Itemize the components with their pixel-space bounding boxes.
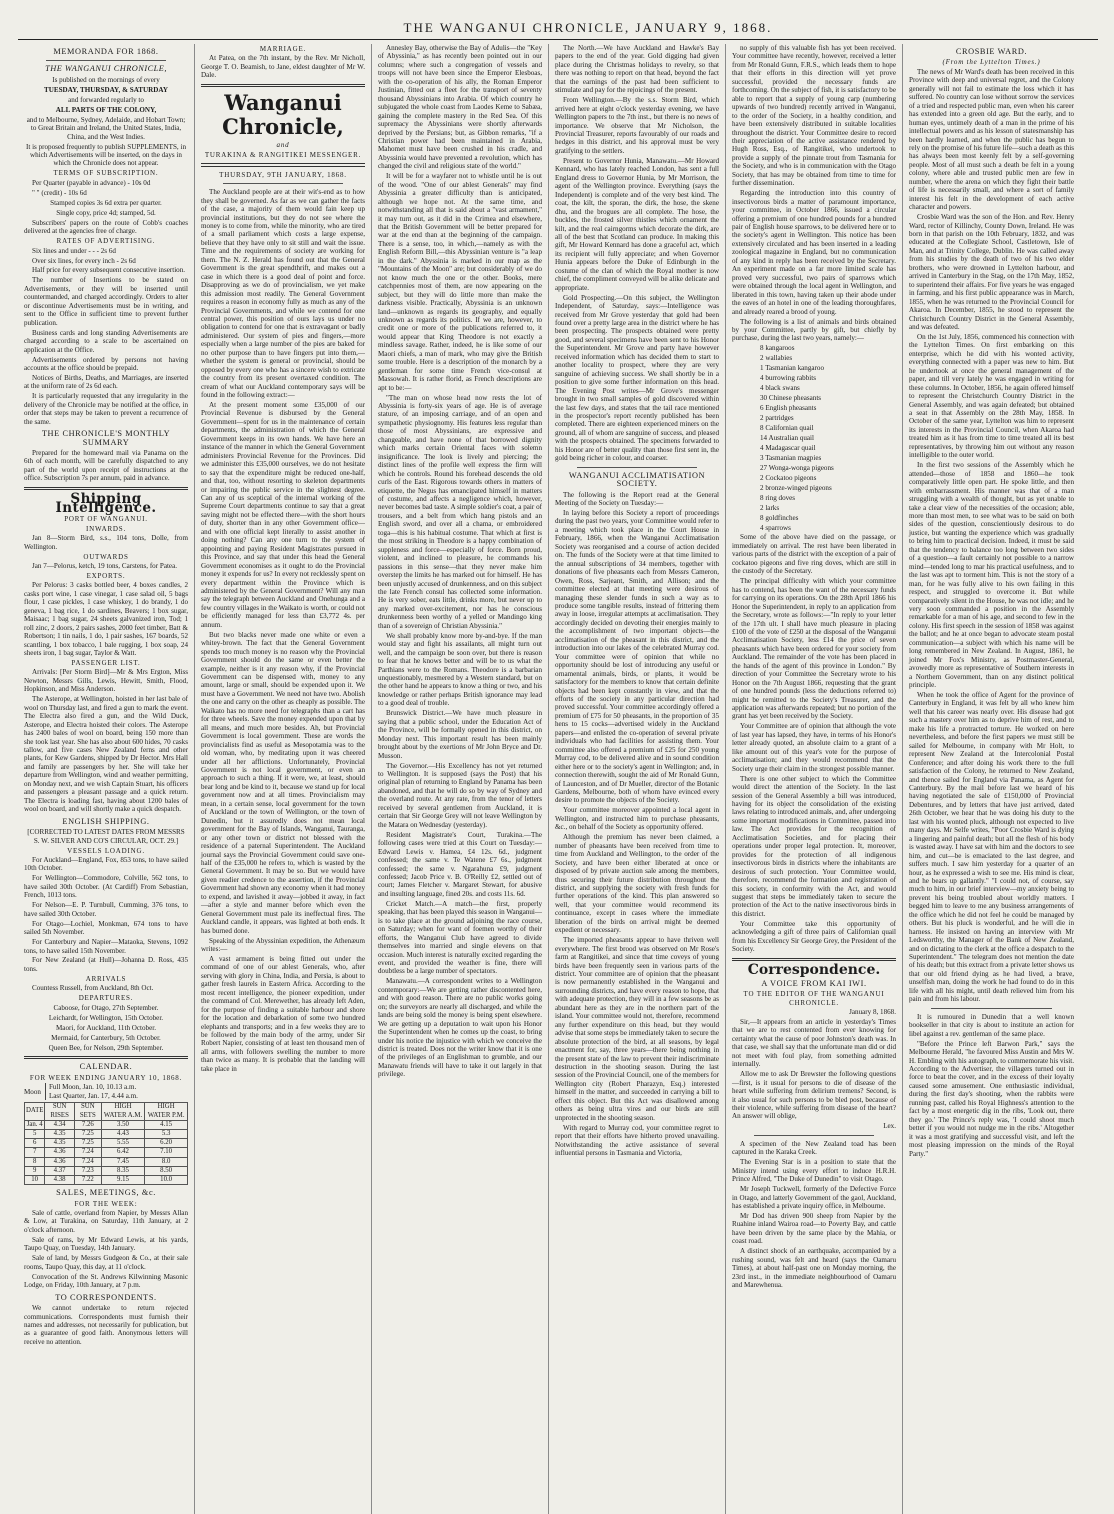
vessels-heading: VESSELS LOADING. [67,846,145,855]
english-shipping-sub: [CORRECTED TO LATEST DATES FROM MESSRS S. W. SILVER AND CO'S CIRCULAR, OCT. 29.] [27,828,185,845]
moon-label: Moon [24,1087,41,1096]
tide-header: DATE [25,1103,45,1120]
tide-header: HIGH WATER P.M. [145,1103,188,1120]
terms-heading: TERMS OF SUBSCRIPTION. [53,169,159,178]
departures-heading: DEPARTURES. [78,994,134,1003]
column-3 [372,44,549,1514]
article-paragraph: The following is a list of animals and birds obtained by your Committee, partly by gift, but chiefly by purchase, during the last two years, namely:— [732,317,896,343]
letter-paragraph: Sir,—It appears from an article in yesterday's Times that we are to rest contented from ever knowing for certainty what the cause of poor Johnston's death was. In that case, we shall say that the unfortunate man did or did not meet with foul play, from something admitted internally. [732,1017,896,1069]
irregularity-text: It is particularly requested that any irregularity in the delivery of the Chronicle may be notified at the office, in order that steps may be taken to prevent a recurrence of the same. [24,392,188,426]
arrivals-text: Countess Russell, from Auckland, 8th Oct. [32,984,154,993]
crosbie-source: (From the Lyttelton Times.) [942,58,1041,67]
article-paragraph: Present to Governor Hunia, Manawatu.—Mr Howard Kennard, who has lately reached London, has sent a full England dress to Governor Hunia, by Mr Morrison, the agent of the Wellington province. Everything (says the Independent) is complete and of the very best kind. The coat, the kilt, the sporan, the dirk, the hose, the skene dhu, and the brogues are all complete. The hose, the buckles, the frosted silver thistles which ornament the kilt, and the real cairngorms which decorate the dirk, are all of the best that Scotland can produce. In making this gift, Mr Howard Kennard has done a graceful act, which its recipient will fully appreciate; and when Governor Hunia appears before the Duke of Edinburgh in the costume of the clan of which the Royal mother is now chief, the compliment conveyed will be alike delicate and appropriate. [555,156,719,292]
tide-cell: 7.45 [101,1157,145,1166]
tide-cell: 5 [25,1129,45,1138]
tide-table-body [25,1120,188,1184]
correspondents-text: We cannot undertake to return rejected communications. Correspondents must furnish their names and addresses, not necessarily for publication, but as a guarantee of good faith. Anonymous letters will receive no attention. [24,1304,188,1346]
departure-entry: Caboose, for Otago, 27th September. [53,1003,159,1012]
animal-list-item: 27 Wonga-wonga pigeons [760,463,834,472]
issue-date: THURSDAY, 9TH JANUARY, 1868. [219,170,347,179]
exports-text: Per Pelorus: 3 casks bottled beer, 4 boxes candles, 2 casks port wine, 1 case vinegar, 1 case salad oil, 5 bags flour, 1 case pickles, 1 case whiskey, 1 do brandy, 1 do geneva, 1 bag rice, 1 do sardines, Beavers; 1 box sugar, Maisaac; 1 bag sugar, 24 sheets galvanized iron, Tod; 1 roll zinc, 2 doors, 2 pairs sashes, 2000 feet timber, Batt & Robertson; 1 tin nails, 1 do, 1 pair sashes, 167 boards, 52 scantling, 1 box tobacco, 1 bale rugging, 1 box soap, 24 sheets iron, 1 bag sugar, Taylor & Watt. [24,581,188,658]
tide-row [25,1148,188,1157]
tide-cell: Jan. 4 [25,1120,45,1129]
tide-table [24,1102,188,1185]
article-paragraph: We shall probably know more by-and-bye. If the man would stay and fight his assailants, all might turn out well, and the campaign be soon over, but there is reason to fear that he knows better and will be to us what the Parthians were to the Romans. Theodore is a barbarian unquestionably, mesmered by a Western standard, but on the other hand he appears to know a thing or two, and his knowledge or rather perhaps British ignorance may lead to a good deal of trouble. [378,631,542,708]
columns [18,44,1098,1514]
tide-cell: 3.50 [101,1120,145,1129]
marriage-text: At Patea, on the 7th instant, by the Rev. Mr Nicholl, George T. O. Beamish, to Jane, eldest daughter of Mr W. Dale. [201,54,365,80]
insertions-text: The number of Insertions to be stated on Advertisements, or they will be inserted until countermanded, and charged accordingly. Orders to alter or discontinue Advertisements must be in writing, and sent to the Office in sufficient time to prevent further publication. [24,276,188,327]
vessel-entry: For Auckland—England, Fox, 853 tons, to have sailed 10th October. [24,855,188,873]
animal-list-item: 8 ring doves [760,493,796,502]
article-paragraph: When he took the office of Agent for the province of Canterbury in England, it was felt by all who knew him well that his career was nearly over. His disease had got such a mastery over him as to deprive him of rest, and to make his life a protracted torture. He worked on here nevertheless, and before the first papers we must still be sailed for Melbourne, in company with Mr Holt, to represent New Zealand at the Intercolonial Postal Conference; and after doing his work there to the full satisfaction of the Colony, he returned to New Zealand, and thence sailed for England via Panama, as Agent for Canterbury. By the mail before last we heard of his having negotiated the sale of £150,000 of Provincial Debentures, and by letters that have just arrived, dated 26th October, we hear that he was doing his duty to the last with his wonted pluck, although not expected to live many days. Mr Selfe writes, "Poor Crosbie Ward is dying a lingering and painful death; but all the flesh of his body is wasted away. I have sat with him and the doctors to see him, and cut—be is emaciated to the last degree, and suffers much. I saw him yesterday for a quarter of an hour, as he expressed a wish to see me. His mind is clear, and he bears up gallantly." "I could not, of course, say much to him, in our brief interview—my anxiety being to prevent his being troubled about worldly matters. I begged him to leave to me any business arrangements of the office which he did not feel he could be managed by others. But his pluck is wonderful, and he will die in harness. He insisted on having an interview with Mr Ledsworthy, the Manager of the Bank of New Zealand, and on dictating to the clerk at the office a despatch to the Superintendent." The telegram does not mention the date of his death; but this extract from a private letter shows us that our old friend dying as he had lived, a brave, unselfish man, doing the work he had found to do in this life with all his might, until death relieved him from his pain and from his labour. [909,690,1074,1004]
animal-list-item: 8 kangaroos [760,344,795,353]
society-paragraph: Although the premium has never been claimed, a number of pheasants have been received from time to time from Auckland and Wellington, to the order of the Society, and have been either liberated at once or disposed of by private auction sale among the members, thus securing their future distribution throughout the district, and supplying the society with fresh funds for further operations of the kind. This plan answered so well, that your committee would recommend its continuance, except in cases where the immediate liberation of the birds on arrival might be deemed expedient or necessary. [555,833,719,935]
tide-cell: 7.25 [74,1139,101,1148]
article-paragraph: There is one other subject to which the Committee would direct the attention of the Society. In the last session of the General Assembly a bill was introduced, having for its object the consolidation of the existing laws relating to introduced animals, and, after undergoing some important modifications in Committee, passed into law. The Act provides for the recognition of Acclimatisation Societies, and for placing their operations under proper legal protection. It, moreover, provides for the protection of all indigenous insectivorous birds in districts where the inhabitants are desirous of such protection. Your Committee would, therefore, recommend the formation and registration of this society, in conformity with the Act, and would suggest that steps be immediately taken to secure the protection of the Act to the native insectivorous birds in this district. [732,774,896,918]
tide-cell: 6 [25,1139,45,1148]
column-2 [195,44,372,1514]
divider [223,183,343,184]
article-paragraph: From Wellington.—By the s.s. Storm Bird, which arrived here at eight o'clock yesterday evening, we have Wellington papers to the 7th inst., but there is no news of importance. We observe that Mr Nicholson, the Provincial Treasurer, reports favourably of our roads and hedges in this district, and his approval must be very gratifying to the settlers. [555,96,719,155]
passengers-text: Arrivals: [Per Storm Bird]—Mr & Mrs Ergton, Miss Newton, Messrs Gills, Lewis, Hewitt, Smith, Flood, Hopkinson, and Miss Anderson. [24,668,188,694]
departure-entry: Maori, for Auckland, 11th October. [55,1023,156,1032]
tide-cell: 10.0 [145,1175,188,1184]
tide-cell: 5.55 [101,1139,145,1148]
tide-row [25,1175,188,1184]
tide-header: HIGH WATER A.M. [101,1103,145,1120]
tide-cell: 4.36 [45,1148,75,1157]
tide-cell: 8.35 [101,1166,145,1175]
animal-list-item: 4 burrowing rabbits [760,374,816,383]
animal-list-item: 8 goldfinches [760,513,799,522]
rates-line: Six lines and under - - - 2s 6d [32,246,116,255]
news-item: A specimen of the New Zealand toad has been captured in the Karaka Creek. [732,1139,896,1157]
marriage-heading: MARRIAGE. [259,45,307,53]
paper-subtitle: TURAKINA & RANGITIKEI MESSENGER. [204,150,362,159]
news-item: Mr Dod has driven 900 sheep from Napier by the Ruahine inland Wairoa road—to Poverty Bay, and cattle have been driven by the same place by the Mahia, or coast road. [732,1211,896,1246]
inwards-text: Jan 8—Storm Bird, s.s., 104 tons, Dolle, from Wellington. [24,534,188,551]
animal-list-item: 6 English pheasants [760,404,817,413]
editorial-paragraph: The Auckland people are at their wit's-end as to how they shall be governed. As far as we can gather the facts of the case, a majority of them would fain keep up provincial institutions, but they do not see where the money is to come from, while the minority, who are tired of a small parliament which costs a large expense, believe that they have only to sit still and wait the issue. Time and the requirements of society are working for them. The N. Z. Herald has found out that the General Government is the great spendthrift, and makes out a case in which there is a good deal of point and force. Disapproving as we do of provincialism, we yet make this admission most readily. The General Government requires a reason in economy fully as much as any of the Provincial Governments, and while we contend for one central power, this position of ours lays us under no obligation to contend for one that is extravagant or badly administered. Our system of pies and fingers,—more especially when a large number of the pies are baked for no other purpose than to have fingers put into them,—whether the system is general or provincial, should be opposed by every one who has a sincere wish to extricate the country from its present overtaxed condition. The cream of what our Auckland contemporary says will be found in the following extract:— [201,188,365,400]
exports-heading: EXPORTS. [86,571,126,580]
article-paragraph: no supply of this valuable fish has yet been received. Your committee have recently, however, received a letter from Mr Ronald Gunn, F.R.S., which leads them to hope that their efforts in this direction will yet prove successful, provided the necessary funds are forthcoming. On the subject of fish, it is satisfactory to be able to report that a supply of young carp (numbering upwards of two hundred) recently arrived in Wanganui, to the order of the Society, in a healthy condition, and have been extensively distributed in suitable localities throughout the district. Your Committee desire to record their appreciation of the active assistance rendered by Hugh Ross, Esq., of Rangitikei, who undertook to provide a supply of the pinnate trout from Tasmania for the Society, and who is in communication with the Otago Society, that has may be obtained from time to time for further dissemination. [732,44,896,188]
animal-list-item: 30 Chinese pheasants [760,394,822,403]
tide-cell: 6.20 [145,1139,188,1148]
tide-cell: 8.50 [145,1166,188,1175]
advertisements-text: Advertisements ordered by persons not having accounts at the office should be prepaid. [24,355,188,372]
animal-list-item: 2 bronze-winged pigeons [760,483,832,492]
animal-list-item: 8 Californian quail [760,423,814,432]
intro-line: TUESDAY, THURSDAY, & SATURDAY [44,85,168,94]
sales-entry: Sale of rams, by Mr Edward Lewis, at his yards, Taupo Quay, on Tuesday, 14th January. [24,1235,188,1253]
article-paragraph: Resident Magistrate's Court, Turakina.—The following cases were tried at this Court on Tuesday:—Edward Lewis v. Hamea, £4 12s. 6d., judgment confessed; the same v. Te Watene £7 6s., judgment confessed; the same v. Ngarahuna £9, judgment confessed; Jacob Price v. B. O'Reilly £2, settled out of court; James Fletcher v. Margaret Stewart, for abusive and insulting language, fined 20s. and costs 11s. 6d. [378,830,542,898]
society-paragraph: Your committee moreover appointed a local agent in Wellington, and instructed him to purchase pheasants, &c., on behalf of the Society as opportunity offered. [555,806,719,832]
animal-list-item: 4 Madagascar quail [760,443,816,452]
intro-line: and to Melbourne, Sydney, Adelaide, and Hobart Town; to Great Britain and Ireland, the United States, India, China, and the West Indies. [26,115,186,141]
article-paragraph: The North.—We have Auckland and Hawke's Bay papers to the end of the year. Gold digging had given place during the Christmas holidays to revelry, so that there was nothing to report on that head, beyond the fact that the earnings of the past had been sufficient to stimulate and pay for the rejoicings of the present. [555,44,719,95]
vessel-entry: For Nelson—E. P. Turnbull, Cumming, 376 tons, to have sailed 30th October. [24,901,188,918]
article-paragraph: Crosbie Ward was the son of the Hon. and Rev. Henry Ward, rector of Killinchy, County Down, Ireland. He was born in that parish on the 10th February, 1832, and was educated at the Collegiate School, Castletown, Isle of Man, and at Trinity College, Dublin. He was called away from his studies by the death of two of his two elder brothers, who were drowned in Lyttelton harbour, and arrived in Canterbury in the Stag, on the 17th May, 1852, to superintend their affairs. For five years he was engaged in farming, and his first public appearance was in March, 1855, when he was returned to the Provincial Council for Akaroa. In December, 1855, he stood to represent the Christchurch Country District in the General Assembly, and was defeated. [909,213,1074,331]
animal-list-item: 4 sparrows [760,523,791,532]
tide-cell: 6.42 [101,1148,145,1157]
news-item: A distinct shock of an earthquake, accompanied by a rushing sound, was felt and heard (says the Oamaru Times), at about half-past one on Monday morning, the 23rd inst., in the immediate neighbourhood of Oamaru and Marewhenua. [732,1247,896,1290]
editorial-paragraph: Speaking of the Abyssinian expedition, the Athenæum writes:— [201,936,365,953]
tide-cell: 5.3 [145,1129,188,1138]
animal-list-item: 2 wallabies [760,354,793,363]
moon-lines [45,1083,188,1100]
rates-heading: RATES OF ADVERTISING. [56,237,156,246]
passenger-heading: PASSENGER LIST. [71,659,141,667]
column-1 [18,44,195,1514]
editorial-paragraph: But two blacks never made one white or even a whitey-brown. The fact that the General Government spends too much money is no reason why the Provincial Government should do the same or even better the example, neither is it any reason why, if the Provincial Government can be dispensed with, money to any amount, large or small, should be expended upon it. We must have a Government. We need not have two. Abolish the one and carry on the other as cheaply as possible. The Waikato has no more need for telegraphs than a cart has for three wheels. Save the money expended upon that by all means, and much more besides. Ah, but Provincial Government is local government. These are words the provincialists find as useful as Mesopotamia was to the old woman, who, by meditating upon it was cheered under all her afflictions. Unfortunately, Provincial Government is not local government, or even an approach to such a thing. If it were, we, at least, should bear long and be kind to it, because we stand up for local government now and at all times. Provincialism may mean, in a certain sense, local government for the town of Auckland or the town of Wellington, or the town of Dunedin, but it assuredly does not mean local government for the Bay of Islands, Wanganui, Tauranga, or any other town or district not blessed with the residence of a paternal Superintendent. The Auckland journal says the Provincial Government could save one-half of the £35,000 he refers to, which is wasted by the General Government. It may be so. But we would have given readier credence to the assertion, if the Provincial Government had shown any economy when it had money to expend, and lavished it away—jobbed it away, in fact—after a style and manner before which even the General Government must pale its ineffectual fires. The Auckland candle, it appears, was lighted at both ends. It has burned done. [201,630,365,935]
divider [931,1008,1052,1009]
supplements-text: It is proposed frequently to publish SUPPLEMENTS, in which Advertisements will be inserted, on the days in which the Chronicle does not appear. [25,142,186,168]
article-paragraph: "The man on whose head now rests the lot of Abyssinia is forty-six years of age. He is of average stature, of an imposing carriage, and of an open and sympathetic physiognomy. His features less regular than those of most Abyssinians, are expressive and changeable, and have none of that borrowed dignity which marks certain Oriental faces with solemn insignificance. The look is lively and piercing; the distinct lines of the profile well express the firm will which he controls. Round his forehead descends the old curls of the East. Rigorous towards others in matters of etiquette, the Negus has emancipated himself in matters of costume, and affects a negligence which, however, never becomes bad taste. A simple soldier's coat, a pair of trousers, and a belt from which hang pistols and an English sword, and over all a chama, or embroidered toga—this is his habitual costume. That which at first is the most striking in Theodore is a happy combination of suppleness and force—especially of force. Born proud, violent, and inclined to pleasure, he commands his passions in this sense—that they never make him overstep the limits he has marked out for himself. He has been unjustly accused of drunkenness, and on this subject the late French consul has collected some information. He is very sober, eats little, drinks more, but never up to any marked over-excitement, nor has he conscious drunkenness been worthy of a yelled or Mandingo king than of a sovereign of Christian Abyssinia." [378,393,542,630]
outwards-heading: OUTWARDS [83,552,129,561]
article-paragraph: Manawatu.—A correspondent writes to a Wellington contemporary:—We are getting rather discontented here, and with good reason. There are no public works going on; the surveyors are nearly all discharged, and while the lands are being sold the money is being spent elsewhere. We are getting up a deputation to wait upon his Honor the Superintendent when he comes up the coast, to bring under his notice the injustice with which we conceive the district is treated. Does not the writer know that it is one of the privileges of an Englishman to grumble, and our Manawatu friends will have to take it out largely in that privilege. [378,977,542,1079]
society-paragraph: The imported pheasants appear to have thriven well everywhere. The first brood was observed on Mr Rose's farm at Rangitikei, and since that time coveys of young birds have been frequently seen in various parts of the district. Your committee are of opinion that the pheasant is now permanently established in the Wanganui and surrounding districts, and have every reason to hope, that with adequate protection, they will in a few seasons be as abundant here as they are in the northern part of the island. Your committee would not, therefore, recommend any further expenditure on this head, but they would advise that some steps be immediately taken to secure the absolute protection of the bird, at all seasons, by legal enactment for, say, three years—there being nothing in the present state of the law to prevent their indiscriminate destruction in the shooting season. During the last session of the Provincial Council, one of the members for Wellington city (Robert Pharazyn, Esq.) interested himself in the matter, and succeeded in carrying a bill to effect this object. But this Act was disallowed among others as being ultra vires and our birds are still unprotected in the shooting season. [555,936,719,1122]
divider [201,84,365,88]
memoranda-heading: MEMORANDA FOR 1868. [53,47,159,56]
tide-row [25,1157,188,1166]
tide-header: SUN SETS [74,1103,101,1120]
intro-line: ALL PARTS OF THE COLONY, [55,105,157,114]
tide-cell: 4.35 [45,1139,75,1148]
departure-entry: Leichardt, for Wellington, 15th October. [48,1013,164,1022]
society-paragraph: The following is the Report read at the General Meeting of the Society on Tuesday:— [555,490,719,508]
calendar-sub: FOR WEEK ENDING JANUARY 10, 1868. [29,1073,183,1082]
column-4 [549,44,726,1514]
sales-entry: Sale of cattle, overland from Napier, by Messrs Allan & Low, at Turakina, on Saturday, 11th January, at 2 o'clock afternoon. [24,1209,188,1234]
article-paragraph: Your Committee are of opinion that although the vote of last year has lapsed, they have, in terms of his Honor's letter already quoted, an absolute claim to a grant of a like amount out of this year's vote for the purpose of acclimatisation; and they would recommend that the Society urge their claim in the strongest possible manner. [732,722,896,773]
tide-cell: 7.26 [74,1120,101,1129]
animal-list-item: 3 Tasmanian magpies [760,453,822,462]
tide-row [25,1139,188,1148]
society-paragraph: In laying before this Society a report of proceedings during the past two years, your Committee would refer to a meeting which took place in the Court House in February, 1866, when the Wanganui Acclimatisation Society was reorganised and a course of action decided on. The funds of the Society were at that time limited to the annual subscriptions of 34 members, together with donations of five pheasants each from Messrs Cameron, Owen, Ross, Sarjeant, Smith, and Allison; and the committee elected at that meeting were desirous of managing these slender funds in such a way as to produce some tangible results, instead of frittering them away in loose, irregular attempts at acclimatisation. They accordingly decided on devoting their energies mainly to the accomplishment of two important objects—the acclimatisation of the pheasant in this district, and the introduction into our lakes of the celebrated Murray cod. Your committee were of opinion that while no opportunity should be lost of introducing any useful or ornamental animals, birds, or plants, it would be satisfactory for the members to know that certain definite objects had been kept constantly in view, and that the efforts of the society in any particular direction had proved successful. Your committee accordingly offered a premium of £75 for 50 pheasants, in the proportion of 35 hens to 15 cocks—advertised widely in the Auckland papers—and enlisted the co-operation of several private individuals who had facilities for assisting them. Your committee also offered a premium of £25 for 250 young Murray cod, to be delivered alive and in sound condition either here or to the society's agent in Wellington; and, in connection therewith, sought the aid of Mr Ronald Gunn, of Launceston, and of Dr Mueller, director of the Botanic Gardens, Melbourne, both of whom have evinced every desire to promote the objects of the Society. [555,509,719,805]
departure-entry: Queen Bee, for Nelson, 29th September. [48,1043,164,1052]
rates-line: Half price for every subsequent consecutive insertion. [32,266,186,275]
divider [732,958,896,962]
column-5 [726,44,903,1514]
tide-cell: 8.0 [145,1157,188,1166]
society-heading: WANGANUI ACCLIMATISATION SOCIETY. [568,470,706,489]
paper-name: THE WANGANUI CHRONICLE, [45,64,167,74]
news-item: It is rumoured in Dunedin that a well known bookseller in that city is about to institute an action for libel against a rev. gentleman of the same place. [909,1012,1074,1038]
outwards-text: Jan 7—Pelorus, ketch, 19 tons, Carstens, for Patea. [32,562,178,571]
divider [201,163,365,167]
animal-list-item: 14 Australian quail [760,433,814,442]
tide-cell: 7.25 [74,1129,101,1138]
sales-heading: SALES, MEETINGS, &c. [56,1188,156,1198]
tide-cell: 4.38 [45,1175,75,1184]
tide-cell: 7.24 [74,1157,101,1166]
article-paragraph: The principal difficulty with which your committee has to contend, has been the want of the necessary funds for carrying on its operations. On the 28th April 1866 his Honor the Superintendent, in reply to an application from the Secretary, wrote as follows:—"In reply to your letter of the 17th ult. I shall have much pleasure in placing £100 of the vote of £250 at the disposal of the Wanganui Acclimatisation Society, less £14 the price of seven pheasants which have been ordered for your society from Auckland. The remainder of the vote has been placed in the hands of the agent of this province in London." By direction of your Committee the Secretary wrote to his Honor on the 7th August 1866, requesting that the grant of one hundred pounds (less the deductions referred to) might be remitted to the Society's Treasurer, and the application was afterwards repeated; but no portion of the grant has yet been received by the Society. [732,577,896,721]
article-paragraph: The Governor.—His Excellency has not yet returned to Wellington. It is supposed (says the Post) that his original plan of returning to England by Panama has been abandoned, and that he will do so by way of Sydney and the overland route. At any rate, from the tenor of letters received by several gentlemen from Auckland, it is certain that Sir George Grey will not leave Wellington by the Matara on Wednesday (yesterday). [378,761,542,829]
tide-cell: 7 [25,1148,45,1157]
article-paragraph: Regarding the introduction into this country of insectivorous birds a matter of paramount importance, your committee, in October 1866, issued a circular offering a premium of one hundred pounds for a hundred pair of English house sparrows, to be delivered here or to the society's agent in Wellington. This notice has been extensively circulated and has been inserted in a leading zoological magazine in England, but no communication of any kind in reply has been received by the Secretary. An experiment made on a far more limited scale has proved very successful, two pairs of sparrows which were obtained through the local agent in Wellington, and liberated in this town, having taken up their abode under the eaves of an hotel in one of the leading thoroughfares, and already reared a brood of young. [732,189,896,316]
tide-row [25,1120,188,1129]
article-paragraph: Cricket Match.—A match—the first, properly speaking, that has been played this season in Wanganui—is to take place at the ground adjoining the race course, on Saturday; when for want of foemen worthy of their efforts, the Wanganui Club have agreed to divide themselves into married and single elevens on that occasion. Much interest is naturally excited regarding the event, and provided the weather is fine, there will doubtless be a large number of spectators. [378,899,542,976]
masthead-title: THE WANGANUI CHRONICLE, JANUARY 9, 1868. [403,20,773,35]
calendar-heading: CALENDAR. [79,1062,133,1072]
intro-line: and forwarded regularly to [68,95,144,104]
vessel-entry: For New Zealand (at Hull)—Johanna D. Ross, 435 tons. [24,956,188,973]
terms-line: Stamped copies 3s 6d extra per quarter. [50,198,162,207]
tide-cell: 7.22 [74,1175,101,1184]
tide-cell: 4.34 [45,1120,75,1129]
inwards-heading: INWARDS. [85,524,127,533]
tide-row [25,1129,188,1138]
tide-cell: 10 [25,1175,45,1184]
moon-line: Full Moon, Jan. 10, 10.13 a.m. [48,1083,137,1092]
vessel-entry: For Wellington—Commodore, Colville, 562 tons, to have sailed 30th October. (At Cardiff) From Sebastian, French, 1013 tons. [24,874,188,900]
english-shipping-heading: ENGLISH SHIPPING. [62,816,150,826]
animal-list [732,344,896,532]
rates-line: Over six lines, for every inch - 2s 6d [32,256,136,265]
letter-heading: A VOICE FROM KAI IWI. [761,978,867,988]
vessel-entry: For Otago—Lochiel, Monkman, 674 tons to have sailed 5th November. [24,919,188,937]
masthead [18,14,1098,40]
tide-cell: 4.37 [45,1166,75,1175]
article-paragraph: The news of Mr Ward's death has been received in this Province with deep and universal regret, and the Colony generally will not fail to estimate the loss which it has suffered. No country can lose without sorrow the services of a tried and respected public man, even when his career has extended into a green old age. But the early, and to human eyes, untimely death of a man in the prime of his intellectual powers and as his lesson of statesmanship has been hardly learned, and when the public has begun to rely on the promise of his future life—such a death as this has always been most keenly felt by a self-governing people. Most of all must such a death be felt in a young colony, where able and trusted public men are few in number, where the arena on which they fight their battle of life is necessarily small, and where a sort of family interest his felt in the development of each active character and powers. [909,67,1074,212]
divider [46,60,166,61]
letter-date: January 8, 1868. [849,1007,896,1016]
divider [24,487,188,491]
tide-cell: 4.43 [101,1129,145,1138]
sales-entry: Convocation of the St. Andrews Kilwinning Masonic Lodge, on Friday, 10th January, at 7 p.m. [24,1272,188,1290]
departure-entry: Mermaid, for Canterbury, 5th October. [51,1033,161,1042]
animal-list-item: 2 larks [760,503,780,512]
tide-cell: 4.36 [45,1157,75,1166]
news-item: The Evening Star is in a position to state that the Ministry intend using every effort to induce H.R.H. Prince Alfred, "The Duke of Dunedin" to visit Otago. [732,1158,896,1184]
editorial-paragraph: A vast armament is being fitted out under the command of one of our ablest Generals, who, after serving with glory in China, India, and Persia, is about to gather fresh laurels in Eastern Africa. According to the most recent intelligence, the pioneer expedition, under the command of Col. Merewether, has already left Aden, for the purpose of finding a suitable harbour and shore for the location and debarkation of some two hundred elephants and transports; and in a few weeks they are to be followed by the main body of the army, under Sir Robert Napier, consisting of at least ten thousand men of all arms, with followers swelling the number to more than twice as many. It is probable that the landing will take place in [201,954,365,1073]
column-6 [903,44,1080,1514]
title-and: and [276,141,290,150]
article-paragraph: On the 1st July, 1856, commenced his connection with the Lyttelton Times. On first embarking on this enterprise, which he did with his wonted activity, everything connected with a paper was new to him. But he undertook at once the general management of the paper, and till very lately he was engaged in writing for these columns. In October, 1856, he again offered himself to represent the Christchurch Country District in the General Assembly, and was again defeated; but obtained a seat in that Assembly on the 28th May, 1858. In October of the same year, Lyttelton was him to represent its interests in the Provincial Council, when Akaroa had treated him as it has from time to time treated all its best representatives, by throwing him out without any reason intelligible to the outer world. [909,332,1074,460]
asterope-text: The Asterope, at Wellington, hoisted in her last bale of wool on Thursday last, and fired a gun to mark the event. The Electra also fired a gun, and the Wild Duck, Asterope, and Electra hoisted their colors. The Asterope has 2400 bales of wool on board, being 150 more than she took last year. She has also about 600 hides, 70 casks tallow, and five cases New Zealand ferns and other plants, for Kew Gardens, shipped by Dr Hector. Mrs Hall and family are passengers by her. She will take her departure from Wellington, wind and weather permitting, on Monday next, and we wish Captain Stuart, his officers and passengers a pleasant passage and a quick return. The Electra is loading fast, having about 1200 bales of wool on board, and will shortly make a quick despatch. [24,695,188,814]
sales-entry: Sale of land, by Messrs Gudgeon & Co., at their sale rooms, Taupo Quay, this day, at 11 o'clock. [24,1254,188,1271]
arrivals-heading: ARRIVALS [85,974,127,983]
article-paragraph: Gold Prospecting.—On this subject, the Wellington Independent, of Saturday, says:—Intelligence was received from Mr Grove yesterday that gold had been found over a pretty large area in the district where he has been prospecting. The prospects obtained were pretty good, and several specimens have been sent to his Honor the Superintendent. Mr Grove and party have however received information which has decided them to start to another locality to prospect, where they are very sanguine of achieving success. We shall shortly be in a position to give some further information on this head. The Evening Post writes—Mr Grove's messenger brought in two small samples of gold discovered within the last few days, and states that the tail race mentioned in the prospector's report recently published has been completed. There are eighteen experienced miners on the ground, all of whom are sanguine of success, and pleased with the prospects obtained. The specimens forwarded to his Honor are of better quality than those first sent in, the gold being richer in colour, and coarser. [555,293,719,463]
editorial-paragraph: At the present moment some £35,000 of our Provincial Revenue is disbursed by the General Government—spent for us in the maintenance of certain departments, the administration of which the General Government keeps in its own hands. We have here an instance of the manner in which the General Government administers Provincial Revenue for the Provinces. Did we administer this £35,000 ourselves, we do not hesitate to say that the expenditure might be reduced one-half, and that, too, without resorting to skeleton departments or impairing the public service in the slightest degree. Can any of us sceptical of the internal working of the Supreme Court departments continue to say that a great saving might not be effected there—with the short hours of duty, shorter than in any other Government office—and with one official kept literally to assist another in doing nothing? Can any one turn to the system of appointing and paying Resident Magistrates pursued in this Province, and say that under this head the General Government economises as it ought to do the Provincial money it expends for us? In every not recklessly spent on every department within the Province which is administered by the General Government? Will any man say the telegraph between Auckland and Onehunga and a few country villages in the Waikato is worth, or could not be efficiently managed for less than £3,772 4s. per annum. [201,401,365,629]
tide-cell: 7.24 [74,1148,101,1157]
sales-sub: FOR THE WEEK: [74,1199,138,1208]
port-heading: PORT OF WANGANUI. [64,515,148,524]
animal-list-item: 1 Tasmanian kangaroo [760,364,824,373]
tide-row [25,1166,188,1175]
tide-cell: 9 [25,1166,45,1175]
article-paragraph: It will be for a wayfarer not to whistle until he is out of the wood. "One of our ablest Generals" may find Abyssinia a greater difficulty than is anticipated, although we hope not. At the same time, and notwithstanding all that is said about a "vast armament," it may turn out, as it did in the Crimea and elsewhere, that the British Government will be better prepared for war at the end than at the beginning of the campaign. There is a sense, too, in which,—namely as with the English Reform Bill,—this Abyssinian venture is "a leap in the dark." Abyssinia is marked in our map as the "Mountains of the Moon" are; but considerably of we do not know much the one or the other. Books, mere catchpennies most of them, are now appearing on the subject, but they will do little more than make the darkness visible. Practically, Abyssinia is an unknown land—unknown as regards its geography, and equally unknown as regards its politics. If we are, however, to credit one or more of the publications referred to, it would appear that King Theodore is not exactly a mindless savage. Rather, indeed, he is like some of our Maori chiefs, a man of mark, who may give the British some trouble. Here is a description of the monarch by a gentleman for some time French vice-consul at Massowah. It is rather florid, as French descriptions are apt to be:— [378,172,542,392]
divider [577,467,697,468]
crosbie-heading: CROSBIE WARD. [955,47,1028,56]
article-paragraph: Your Committee take this opportunity of acknowledging a gift of three pairs of Californian quail from his Excellency Sir George Grey, the President of the Society. [732,919,896,954]
divider [24,1056,188,1060]
tide-cell: 4.35 [45,1129,75,1138]
notices-text: Notices of Births, Deaths, and Marriages, are inserted at the uniform rate of 2s 6d each. [24,373,188,391]
correspondents-heading: TO CORRESPONDENTS. [55,1292,157,1302]
letter-to: TO THE EDITOR OF THE WANGANUI CHRONICLE. [743,990,885,1007]
tide-header: SUN RISES [45,1103,75,1120]
moon-block [24,1083,188,1100]
article-paragraph: Brunswick District.—We have much pleasure in saying that a public school, under the Education Act of the Province, will be formally opened in this district, on Monday next. This important result has been mainly brought about by the exertions of Mr John Bryce and Dr. Musson. [378,709,542,760]
tide-cell: 7.10 [145,1148,188,1157]
tide-cell: 8 [25,1157,45,1166]
shipping-heading: Shipping Intelligence. [55,491,157,516]
vessel-entry: For Canterbury and Napier—Mataoka, Stevens, 1092 tons, to have sailed 15th November. [24,938,188,955]
moon-line: Last Quarter, Jan. 17, 4.44 a.m. [48,1091,138,1100]
news-item: Mr Joseph Tuckwell, formerly of the Defective Force in Otago, and latterly Government of the gaol, Auckland, has established a private inquiry office, in Melbourne. [732,1185,896,1210]
subscribers-text: Subscribers' papers on the route of Cobb's coaches delivered at the agencies free of charge. [24,218,188,236]
tide-cell: 4.15 [145,1120,188,1129]
tide-cell: 9.15 [101,1175,145,1184]
article-paragraph: Annesley Bay, otherwise the Bay of Adulis—the "Key of Abyssinia," as has recently been pointed out in our columns; where such a congregation of vessels and troops will not have been since the Emperor Elesboas, with the co-operation of his ally, the Roman Emperor Justinian, fitted out a fleet for the transport of seventy thousand Abyssinians into Arabia. Of which country he subjugated the whole coast from Laodes Keme to Sabæa, gaining the complete mastery in the Red Sea. Of this supremacy the Abyssinians were shortly afterwards deprived by the Persians; but, as Gibbon remarks, "if a Christian power had been maintained in Arabia, Mahomet must have been crushed in his cradle, and Abyssinia would have prevented a revolution, which has changed the civil and religious state of the world." [378,44,542,171]
news-item: "Before the Prince left Barwon Park," says the Melbourne Herald, "he favoured Miss Austin and Mrs W. H. Embling with his autograph, to commemorate his visit. According to the Advertiser, the villagers turned out in force to beat the cover, and in the excess of their loyalty caused some amusement. One enthusiastic individual, during the first day's shooting, when the rabbits were running past, called his Royal Highness's attention to the fact by a most energetic dig in the ribs, 'Look out, there they go.' The Prince's reply was, 'I could shoot much better if you would not nudge me in the ribs.' Altogether it was a most gratifying and successful visit, and left the most pleasing impression on the minds of the Royal Party." [909,1039,1074,1158]
paper-title: Wanganui Chronicle, [222,90,344,140]
intro-line: Is published on the mornings of every [52,75,160,84]
terms-line: Single copy, price 4d; stamped, 5d. [56,208,156,217]
animal-list-item: 2 partridges [760,414,794,423]
monthly-text: Prepared for the homeward mail via Panama on the 6th of each month, will be carefully dispatched to any part of the world upon receipt of instructions at the office. Subscription 7s per annum, paid in advance. [24,449,188,483]
article-paragraph: In the first two sessions of the Assembly which he attended—those of 1858 and 1860—he took comparatively little open part. He spoke little, and then with embarrassment. His manner was that of a man struggling with a wealth of thought, but as yet unable to take a clear view of the necessities of the occasion; able, more than most men, to see what was to be said on both sides of the question, conscientiously desirous to do justice, but wanting the experience which was gradually to bring him to practical decision. Indeed, it must be said that the tendency to balance too long between two sides of a question—a fault certainly not possible to a narrow mind—tended long to mar his practical usefulness, and to the last was apt to torment him. This is not the story of a man, for he was fully alive to his own failing in this respect, and struggled to overcome it. But while comparatively silent in the House, he was not idle; and he very soon commanded a position in the Assembly remarkable for a man of his age, and second to few in the colony. His first speech in the session of 1858 was against the ballot; and he at once began to advocate steam postal communication—a subject with which his name will be long remembered in New Zealand. In August, 1861, he joined Mr Fox's Ministry, as Postmaster-General, avowedly more as representative of Southern interests in a Northern Government, than on any distinct political principle. [909,461,1074,690]
business-text: Business cards and long standing Advertisements are charged according to a scale to be ascertained on application at the Office. [24,328,188,354]
terms-line: " " (credit) - 10s 6d [32,188,87,197]
letter-paragraph: Allow me to ask Dr Brewster the following questions—first, is it usual for persons to die of disease of the heart while suffering from delirium tremens? Second, is it also usual for such persons to be bled post, because of their violence, while suffering from disease of the heart? An answer will oblige, [732,1070,896,1121]
correspondence-heading: Correspondence. [747,962,881,979]
terms-line: Per Quarter (payable in advance) - 10s 0d [32,178,151,187]
article-paragraph: Some of the above have died on the passage, or immediately on arrival. The rest have been liberated in various parts of the district with the exception of a pair of cockatoo pigeons and five ring doves, which are still in the custody of the Secretary. [732,533,896,576]
divider [754,1135,874,1136]
letter-signature: Lex. [883,1122,896,1131]
tide-cell: 7.23 [74,1166,101,1175]
monthly-heading: THE CHRONICLE'S MONTHLY SUMMARY [41,429,171,447]
society-paragraph: With regard to Murray cod, your committee regret to report that their efforts have hitherto proved unavailing. Notwithstanding the active assistance of several influential persons in Tasmania and Victoria, [555,1123,719,1157]
animal-list-item: 4 black swans [760,384,800,393]
animal-list-item: 2 Cockatoo pigeons [760,473,817,482]
